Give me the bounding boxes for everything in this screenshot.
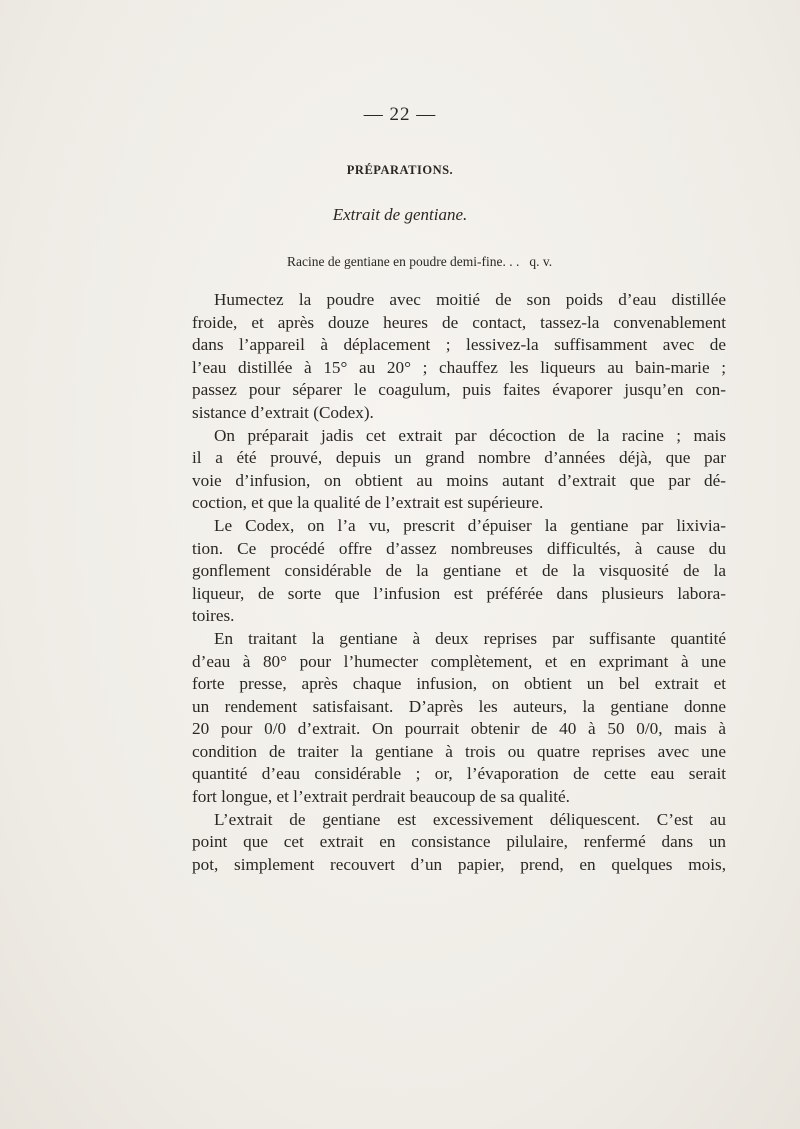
body-text [192, 289, 726, 876]
paragraph [192, 809, 726, 877]
text-line: l’eau distillée à 15° au 20° ; chauffez les liqueurs au bain-marie ; [192, 357, 726, 377]
text-line: liqueur, de sorte que l’infusion est préférée dans plusieurs labora- [192, 583, 726, 603]
recipe-ingredient: Racine de gentiane en poudre demi-fine. . . [287, 254, 520, 269]
paragraph [192, 628, 726, 809]
text-line: dans l’appareil à déplacement ; lessivez-la suffisamment avec de [192, 335, 726, 355]
text-line: fort longue, et l’extrait perdrait beaucoup de sa qualité. [192, 787, 570, 807]
text-line: Humectez la poudre avec moitié de son poids d’eau distillée [214, 290, 726, 309]
text-line: condition de traiter la gentiane à trois ou quatre reprises avec une [192, 741, 726, 761]
paragraph [192, 425, 726, 515]
paragraph [192, 515, 726, 628]
text-line: L’extrait de gentiane est excessivement déliquescent. C’est au [214, 809, 726, 829]
text-line: froide, et après douze heures de contact, tassez-la convenablement [192, 312, 726, 332]
text-line: En traitant la gentiane à deux reprises par suffisante quantité [214, 628, 726, 648]
text-line: coction, et que la qualité de l’extrait est supérieure. [192, 493, 544, 513]
text-line: Le Codex, on l’a vu, prescrit d’épuiser la gentiane par lixivia- [214, 515, 726, 535]
text-line: gonflement considérable de la gentiane et de la visquosité de la [192, 561, 726, 581]
paragraph [192, 289, 726, 425]
recipe-line [287, 254, 552, 270]
text-line: point que cet extrait en consistance pilulaire, renfermé dans un [192, 832, 726, 852]
text-line: voie d’infusion, on obtient au moins autant d’extrait que par dé- [192, 470, 726, 490]
text-line: passez pour séparer le coagulum, puis faites évaporer jusqu’en con- [192, 380, 726, 400]
text-line: sistance d’extrait (Codex). [192, 402, 374, 422]
text-line: quantité d’eau considérable ; or, l’évaporation de cette eau serait [192, 764, 726, 784]
recipe-quantity: q. v. [529, 254, 553, 269]
text-line: pot, simplement recouvert d’un papier, prend, en quelques mois, [192, 854, 726, 874]
text-line: forte presse, après chaque infusion, on obtient un bel extrait et [192, 674, 726, 694]
text-line: On préparait jadis cet extrait par décoction de la racine ; mais [214, 425, 726, 445]
section-heading: PRÉPARATIONS. [346, 163, 454, 177]
page-number: — 22 — [363, 104, 437, 125]
text-line: tion. Ce procédé offre d’assez nombreuses difficultés, à cause du [192, 538, 726, 558]
text-line: toires. [192, 606, 235, 626]
text-line: 20 pour 0/0 d’extrait. On pourrait obtenir de 40 à 50 0/0, mais à [192, 719, 726, 739]
text-line: un rendement satisfaisant. D’après les auteurs, la gentiane donne [192, 696, 726, 716]
text-line: d’eau à 80° pour l’humecter complètement, et en exprimant à une [192, 651, 726, 671]
subsection-title: Extrait de gentiane. [332, 205, 468, 224]
text-line: il a été prouvé, depuis un grand nombre d’années déjà, que par [192, 448, 726, 468]
